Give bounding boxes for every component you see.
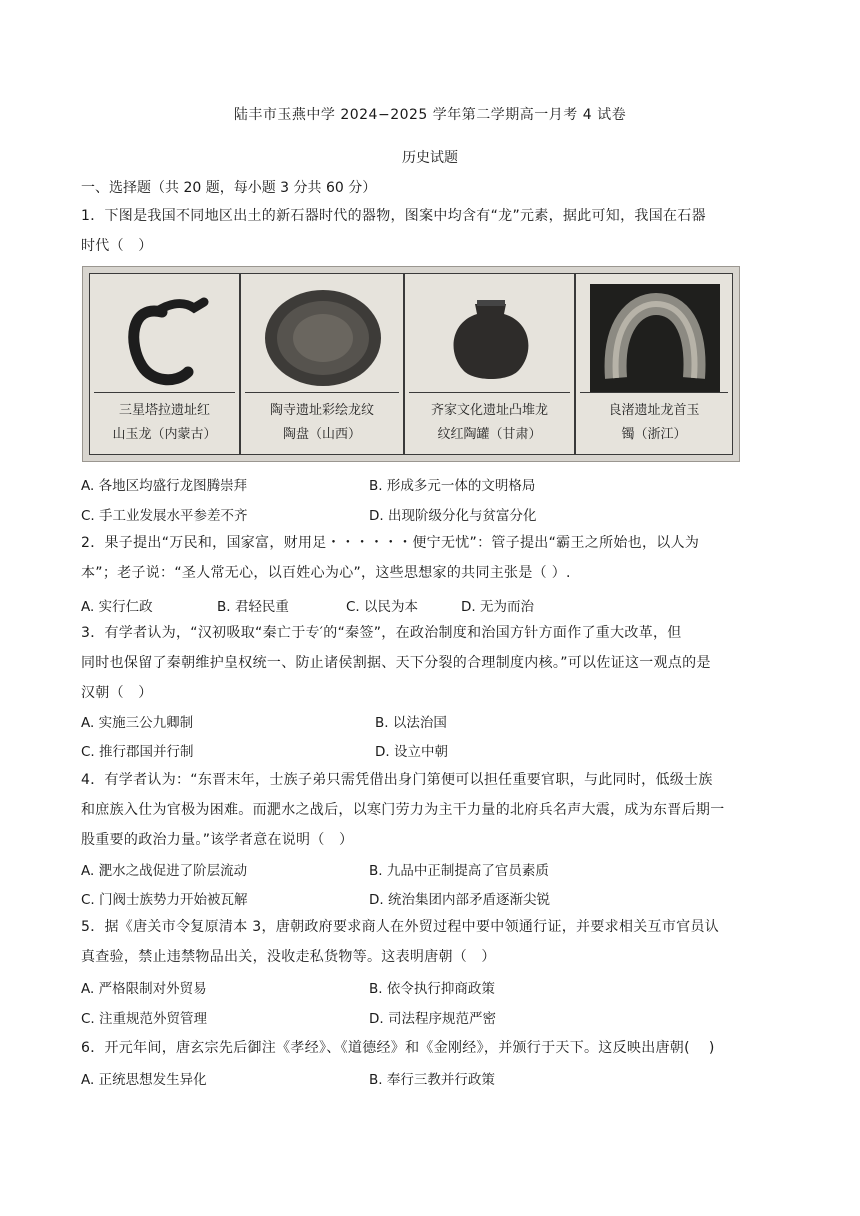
option-a[interactable]: A. 各地区均盛行龙图腾崇拜 <box>81 478 248 494</box>
question-1-figure <box>82 266 740 462</box>
figure-caption-3 <box>409 392 570 450</box>
figure-caption-2 <box>245 392 399 450</box>
figure-panel-3 <box>404 273 575 455</box>
option-b[interactable]: B. 君轻民重 <box>217 599 289 615</box>
question-line: 6．开元年间，唐玄宗先后御注《孝经》、《道德经》和《金刚经》，并颁行于天下。这反映出唐朝( ) <box>81 1040 715 1056</box>
question-line: 同时也保留了秦朝维护皇权统一、防止诸侯割据、天下分裂的合理制度内核。”可以佐证这一观点的是 <box>81 655 711 671</box>
exam-title: 陆丰市玉燕中学 2024−2025 学年第二学期高一月考 4 试卷 <box>233 107 627 123</box>
option-d[interactable]: D. 无为而治 <box>461 599 534 615</box>
figure-panel-1 <box>89 273 240 455</box>
option-c[interactable]: C. 以民为本 <box>346 599 419 615</box>
option-b[interactable]: B. 依令执行抑商政策 <box>369 981 495 997</box>
question-line: 和庶族入仕为官极为困难。而淝水之战后，以寒门劳力为主干力量的北府兵名声大震，成为东晋后期一 <box>81 802 725 818</box>
question-line: 真查验，禁止违禁物品出关，没收走私货物等。这表明唐朝（ ） <box>81 949 496 965</box>
caption-line: 三星塔拉遗址红 <box>118 403 210 418</box>
section-heading: 一、选择题（共 20 题，每小题 3 分共 60 分） <box>81 180 377 196</box>
option-d[interactable]: D. 司法程序规范严密 <box>369 1011 496 1027</box>
question-line: 时代（ ） <box>81 238 153 254</box>
question-line: 4．有学者认为：“东晋末年，士族子弟只需凭借出身门第便可以担任重要官职，与此同时，低级士族 <box>81 772 713 788</box>
caption-line: 纹红陶罐（甘肃） <box>437 427 542 442</box>
caption-line: 镯（浙江） <box>621 427 687 442</box>
question-1-stem <box>81 201 771 261</box>
caption-line: 山玉龙（内蒙古） <box>112 427 217 442</box>
option-b[interactable]: B. 九品中正制提高了官员素质 <box>369 863 549 879</box>
jade-bracelet-icon <box>576 274 734 394</box>
caption-line: 齐家文化遗址凸堆龙 <box>430 403 548 418</box>
figure-caption-4 <box>580 392 728 450</box>
question-2-stem <box>81 528 771 588</box>
option-a[interactable]: A. 实施三公九卿制 <box>81 715 194 731</box>
figure-panel-4 <box>575 273 733 455</box>
question-5-stem <box>81 912 771 972</box>
option-c[interactable]: C. 手工业发展水平参差不齐 <box>81 508 248 524</box>
option-c[interactable]: C. 门阀士族势力开始被瓦解 <box>81 892 248 908</box>
pottery-jar-icon <box>405 274 576 394</box>
question-line: 汉朝（ ） <box>81 685 153 701</box>
option-d[interactable]: D. 设立中朝 <box>375 744 448 760</box>
question-line: 5．据《唐关市令复原清本 3，唐朝政府要求商人在外贸过程中要中领通行证，并要求相关互市官员认 <box>81 919 720 935</box>
question-line: 2．果子提出“万民和，国家富，财用足・・・・・・便宁无忧”：管子提出“霸王之所始也，以人为 <box>81 535 700 551</box>
option-a[interactable]: A. 正统思想发生异化 <box>81 1072 207 1088</box>
question-line: 本”；老子说：“圣人常无心，以百姓心为心”，这些思想家的共同主张是（ ）. <box>81 565 571 581</box>
option-b[interactable]: B. 形成多元一体的文明格局 <box>369 478 536 494</box>
figure-panel-2 <box>240 273 404 455</box>
question-line: 股重要的政治力量。”该学者意在说明（ ） <box>81 832 354 848</box>
option-d[interactable]: D. 统治集团内部矛盾逐渐尖锐 <box>369 892 550 908</box>
option-a[interactable]: A. 淝水之战促进了阶层流动 <box>81 863 248 879</box>
painted-plate-icon <box>241 274 405 394</box>
option-b[interactable]: B. 以法治国 <box>375 715 447 731</box>
question-line: 3．有学者认为，“汉初吸取“秦亡于专′的“秦签”，在政治制度和治国方针方面作了重大改革，但 <box>81 625 682 641</box>
caption-line: 陶寺遗址彩绘龙纹 <box>269 403 374 418</box>
caption-line: 良渚遗址龙首玉 <box>608 403 700 418</box>
question-line: 1．下图是我国不同地区出土的新石器时代的器物，图案中均含有“龙”元素，据此可知，我国在石器 <box>81 208 706 224</box>
question-4-stem <box>81 765 771 855</box>
question-3-stem <box>81 618 771 708</box>
option-a[interactable]: A. 实行仁政 <box>81 599 153 615</box>
caption-line: 陶盘（山西） <box>282 427 361 442</box>
figure-caption-1 <box>94 392 235 450</box>
jade-dragon-icon <box>90 274 241 394</box>
option-b[interactable]: B. 奉行三教并行政策 <box>369 1072 495 1088</box>
option-c[interactable]: C. 注重规范外贸管理 <box>81 1011 208 1027</box>
option-d[interactable]: D. 出现阶级分化与贫富分化 <box>369 508 537 524</box>
option-a[interactable]: A. 严格限制对外贸易 <box>81 981 207 997</box>
question-6-stem <box>81 1033 771 1063</box>
option-c[interactable]: C. 推行郡国并行制 <box>81 744 194 760</box>
exam-subject: 历史试题 <box>402 150 458 166</box>
